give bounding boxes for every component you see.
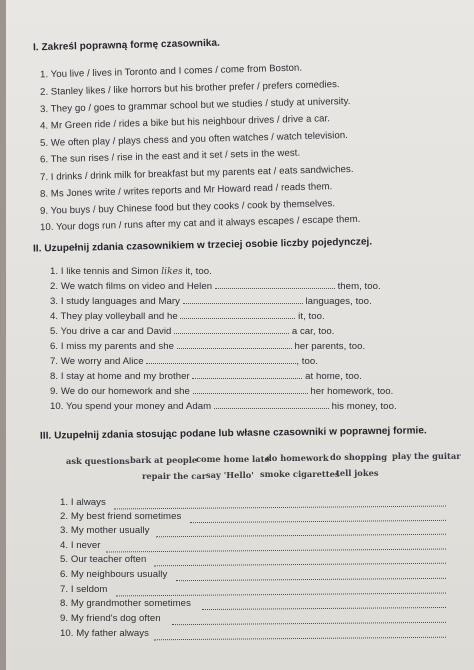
- s3-item-10: 10. My father always: [60, 628, 149, 639]
- s1-item-4: 4. Mr Green ride / rides a bike but his neighbour drives / drive a car.: [39, 113, 331, 132]
- s2-item-7-blank[interactable]: [146, 362, 296, 364]
- s2-item-5-blank[interactable]: [174, 332, 289, 334]
- s1-item-2: 2. Stanley likes / like horrors but his brother prefer / prefers comedies.: [39, 79, 340, 98]
- s1-item-1: 1. You live / lives in Toronto and I comes / come from Boston.: [39, 62, 303, 81]
- s1-item-8: 8. Ms Jones write / writes reports and Mr Howard read / reads them.: [39, 181, 333, 200]
- word-bank-item: do shopping: [330, 452, 388, 462]
- s1-item-6: 6. The sun rises / rise in the east and it set / sets in the west.: [39, 147, 301, 166]
- s1-item-5: 5. We often play / plays chess and you often watches / watch television.: [39, 129, 349, 150]
- s1-item-7: 7. I drinks / drink milk for breakfast but my parents eat / eats sandwiches.: [39, 163, 354, 184]
- word-bank-item: smoke cigarettes: [260, 469, 340, 479]
- s3-item-9: 9. My friend's dog often: [60, 613, 161, 624]
- s3-item-3-answer-line[interactable]: [156, 534, 446, 538]
- s2-item-10-blank[interactable]: [214, 407, 329, 409]
- s2-item-3-blank[interactable]: [183, 302, 303, 304]
- word-bank-item: play the guitar: [392, 451, 461, 461]
- s2-item-10: 10. You spend your money and Adam his money, too.: [50, 401, 397, 412]
- s2-item-2: 2. We watch films on video and Helen them, too.: [50, 281, 381, 292]
- s3-item-4: 4. I never: [60, 540, 101, 551]
- s3-item-5: 5. Our teacher often: [60, 554, 147, 565]
- s2-item-7: 7. We worry and Alice , too.: [50, 356, 319, 367]
- word-bank-item: do homework: [266, 453, 329, 463]
- s2-item-6-blank[interactable]: [177, 347, 292, 349]
- word-bank-item: come home late: [196, 454, 270, 464]
- word-bank-item: repair the car: [142, 471, 207, 481]
- s3-item-2-answer-line[interactable]: [190, 520, 446, 523]
- s1-item-9: 9. You buys / buy Chinese food but they cooks / cook by themselves.: [39, 198, 336, 217]
- page-edge-shadow: [0, 0, 6, 670]
- s3-item-9-answer-line[interactable]: [172, 622, 446, 625]
- s3-item-8-answer-line[interactable]: [202, 607, 446, 610]
- section-1-title: I. Zakreśl poprawną formę czasownika.: [32, 37, 221, 54]
- s3-item-3: 3. My mother usually: [60, 525, 150, 536]
- s2-item-1-answer: likes: [161, 267, 183, 277]
- s1-item-3: 3. They go / goes to grammar school but we studies / study at university.: [39, 95, 351, 116]
- s2-item-2-blank[interactable]: [215, 287, 335, 289]
- s3-item-7: 7. I seldom: [60, 584, 108, 595]
- word-bank-item: say 'Hello': [206, 470, 254, 480]
- s3-item-7-answer-line[interactable]: [116, 593, 446, 597]
- s2-item-4-blank[interactable]: [180, 317, 295, 319]
- s2-item-5: 5. You drive a car and David a car, too.: [50, 326, 335, 337]
- s3-item-2: 2. My best friend sometimes: [60, 511, 182, 522]
- s2-item-1: 1. I like tennis and Simon likes it, too.: [50, 266, 212, 277]
- word-bank-item: ask questions: [66, 456, 130, 466]
- s3-item-6-answer-line[interactable]: [176, 578, 446, 581]
- section-2-title: II. Uzupełnij zdania czasownikiem w trzeciej osobie liczby pojedynczej.: [32, 236, 373, 255]
- s2-item-8: 8. I stay at home and my brother at home, too.: [50, 371, 362, 382]
- s3-item-6: 6. My neighbours usually: [60, 569, 168, 580]
- s3-item-1-answer-line[interactable]: [114, 506, 446, 510]
- word-bank-item: bark at people: [130, 455, 198, 465]
- s3-item-10-answer-line[interactable]: [154, 637, 446, 641]
- section-3-title: III. Uzupełnij zdania stosując podane lub własne czasowniki w poprawnej formie.: [39, 425, 427, 442]
- s3-item-4-answer-line[interactable]: [106, 549, 446, 553]
- s2-item-8-blank[interactable]: [192, 377, 302, 379]
- s3-item-1: 1. I always: [60, 497, 106, 508]
- s2-item-9-blank[interactable]: [193, 392, 308, 394]
- s3-item-5-answer-line[interactable]: [154, 563, 446, 567]
- s2-item-9: 9. We do our homework and she her homework, too.: [50, 386, 394, 397]
- s2-item-6: 6. I miss my parents and she her parents, too.: [50, 341, 366, 352]
- s2-item-3: 3. I study languages and Mary languages, too.: [50, 296, 372, 307]
- s3-item-8: 8. My grandmother sometimes: [60, 598, 191, 609]
- word-bank-item: tell jokes: [336, 468, 379, 478]
- s2-item-4: 4. They play volleyball and he it, too.: [50, 311, 325, 322]
- s1-item-10: 10. Your dogs run / runs after my cat and it always escapes / escape them.: [39, 213, 361, 234]
